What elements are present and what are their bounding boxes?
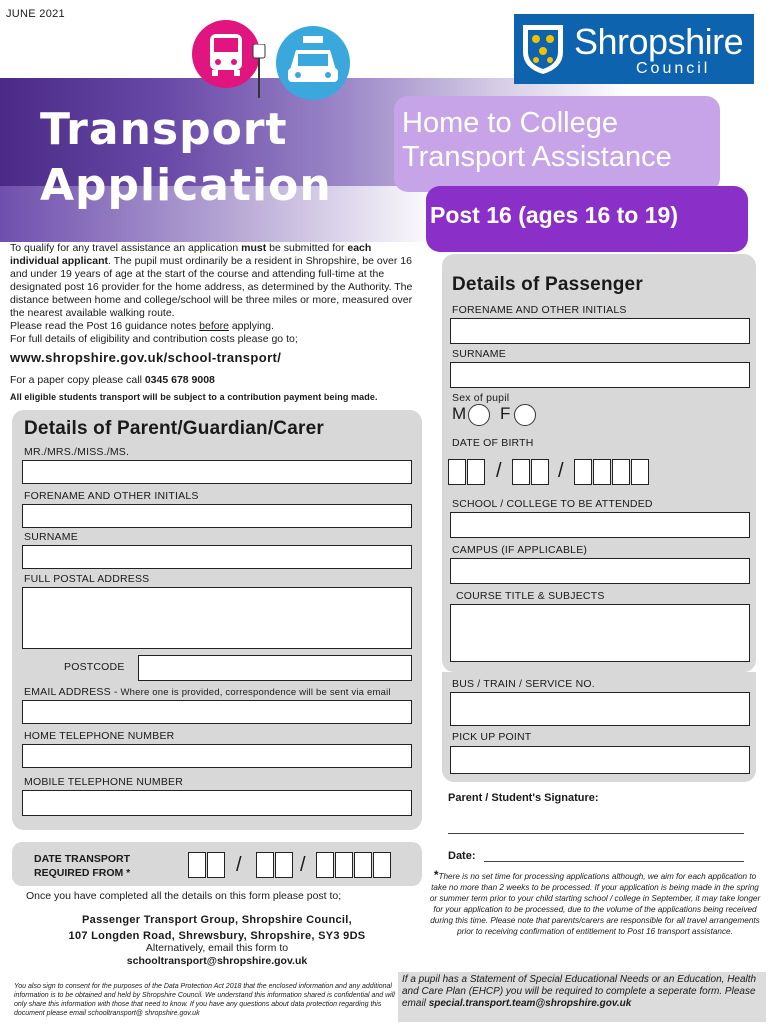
parent-surname-label: SURNAME	[24, 531, 78, 543]
passenger-surname-field[interactable]	[450, 362, 750, 388]
home-telephone-field[interactable]	[22, 744, 412, 768]
parent-surname-field[interactable]	[22, 545, 412, 569]
council-crest-icon	[520, 22, 566, 76]
pickup-label: PICK UP POINT	[452, 731, 532, 743]
parent-title-label: MR./MRS./MISS./MS.	[24, 446, 130, 458]
course-field[interactable]	[450, 604, 750, 662]
bus-service-field[interactable]	[450, 692, 750, 726]
address-label: FULL POSTAL ADDRESS	[24, 573, 150, 585]
processing-note: *There is no set time for processing applications although, we aim for each application to take no more than 2 weeks to be processed. If your application is being made in the spring or summer term prior to your child starting school / college in September, it may take longer for your application to be processed, due to the volume of the applications being received during this time. Please note that parents/carers are responsible for all travel arrangements prior to receiving confirmation of entitlement to Post 16 transport assistance.	[429, 868, 761, 936]
passenger-surname-label: SURNAME	[452, 348, 506, 360]
intro-text: To qualify for any travel assistance an application must be submitted for each individual applicant. The pupil must ordinarily be a resident in Shropshire, be over 16 and under 19 years of age at the start of the course and attending full-time at the designated post 16 provider for the home address, as determined by the Authority. The distance between home and college/school will be three miles or more, measured over the nearest available walking route. Please read the Post 16 guidance notes before applying. For full details of eligibility and contribution costs please go to;	[10, 242, 413, 345]
contribution-notice: All eligible students transport will be subject to a contribution payment being made.	[10, 392, 378, 402]
passenger-forename-label: FORENAME AND OTHER INITIALS	[452, 304, 627, 316]
email-label: EMAIL ADDRESS - Where one is provided, correspondence will be sent via email	[24, 686, 391, 698]
passenger-forename-field[interactable]	[450, 318, 750, 344]
address-field[interactable]	[22, 587, 412, 649]
campus-field[interactable]	[450, 558, 750, 584]
signature-date-label: Date:	[448, 850, 476, 862]
required-year-digit-3[interactable]	[354, 852, 372, 878]
required-day-digit-1[interactable]	[188, 852, 206, 878]
subtitle-box	[394, 96, 720, 192]
date-separator: /	[236, 854, 242, 876]
logo-subtext: Council	[636, 60, 711, 77]
male-radio[interactable]	[468, 404, 490, 426]
course-label: COURSE TITLE & SUBJECTS	[456, 590, 605, 602]
sex-label: Sex of pupil	[452, 392, 510, 404]
sen-notice: If a pupil has a Statement of Special Educational Needs or an Education, Health and Care Plan (EHCP) you will be required to complete a seperate form. Please email special.transport.team@shropshire.gov.uk	[398, 972, 766, 1022]
alt-email-link[interactable]: schooltransport@shropshire.gov.uk	[126, 955, 308, 967]
subtitle-line1: Home to College	[402, 107, 618, 139]
postcode-field[interactable]	[138, 655, 412, 681]
dob-year-digit-3[interactable]	[612, 459, 630, 485]
data-protection-consent: You also sign to consent for the purposes of the Data Protection Act 2018 that the enclosed information and any additional information is to be obtained and held by Shropshire Council. We understand this information shared is confidential and will only share this information with those that need to know. If you have any questions about data protection regarding this document please email schooltransport@ shropshire.gov.uk	[14, 983, 395, 1017]
parent-title-field[interactable]	[22, 460, 412, 484]
required-month-digit-1[interactable]	[256, 852, 274, 878]
required-year-digit-1[interactable]	[316, 852, 334, 878]
date-separator: /	[496, 460, 502, 482]
home-telephone-label: HOME TELEPHONE NUMBER	[24, 730, 175, 742]
required-day-digit-2[interactable]	[207, 852, 225, 878]
male-label: M	[452, 404, 467, 423]
school-field[interactable]	[450, 512, 750, 538]
post-instruction: Once you have completed all the details on this form please post to;	[26, 890, 342, 902]
female-label: F	[500, 404, 511, 423]
school-label: SCHOOL / COLLEGE TO BE ATTENDED	[452, 498, 653, 510]
bus-icon	[192, 20, 260, 88]
dob-month-digit-2[interactable]	[531, 459, 549, 485]
dob-year-digit-4[interactable]	[631, 459, 649, 485]
logo-text: Shropshire	[574, 21, 744, 62]
dob-day-digit-2[interactable]	[467, 459, 485, 485]
signature-label: Parent / Student's Signature:	[448, 792, 599, 804]
page-title: Transport Application	[40, 104, 332, 211]
taxi-icon	[276, 26, 350, 100]
parent-heading: Details of Parent/Guardian/Carer	[24, 418, 324, 439]
signature-date-line[interactable]	[484, 850, 744, 862]
required-month-digit-2[interactable]	[275, 852, 293, 878]
passenger-heading: Details of Passenger	[452, 274, 643, 295]
age-band-box	[426, 186, 748, 252]
mobile-label: MOBILE TELEPHONE NUMBER	[24, 776, 184, 788]
alternative-email: Alternatively, email this form to schooltransport@shropshire.gov.uk	[126, 942, 308, 967]
email-field[interactable]	[22, 700, 412, 724]
postcode-label: POSTCODE	[64, 661, 125, 673]
dob-label: DATE OF BIRTH	[452, 437, 534, 449]
postal-address: Passenger Transport Group, Shropshire Council, 107 Longden Road, Shrewsbury, Shropshire, SY3 9DS	[68, 914, 366, 942]
bus-service-label: BUS / TRAIN / SERVICE NO.	[452, 678, 595, 690]
dob-year-digit-1[interactable]	[574, 459, 592, 485]
date-separator: /	[558, 460, 564, 482]
paper-copy-text: For a paper copy please call 0345 678 9008	[10, 374, 215, 386]
dob-day-digit-1[interactable]	[448, 459, 466, 485]
dob-year-digit-2[interactable]	[593, 459, 611, 485]
female-radio[interactable]	[514, 404, 536, 426]
campus-label: CAMPUS (IF APPLICABLE)	[452, 544, 588, 556]
required-year-digit-2[interactable]	[335, 852, 353, 878]
mobile-field[interactable]	[22, 790, 412, 816]
sen-email-link[interactable]: special.transport.team@shropshire.gov.uk	[428, 998, 632, 1009]
required-year-digit-4[interactable]	[373, 852, 391, 878]
shropshire-council-logo	[514, 14, 754, 84]
dob-month-digit-1[interactable]	[512, 459, 530, 485]
date-separator: /	[300, 854, 306, 876]
age-band: Post 16 (ages 16 to 19)	[430, 202, 678, 228]
school-transport-link[interactable]: www.shropshire.gov.uk/school-transport/	[10, 350, 282, 365]
pickup-field[interactable]	[450, 746, 750, 774]
document-date: JUNE 2021	[6, 8, 65, 20]
signature-line[interactable]	[448, 822, 744, 834]
parent-forename-field[interactable]	[22, 504, 412, 528]
subtitle-line2: Transport Assistance	[402, 141, 672, 173]
date-required-label: DATE TRANSPORT REQUIRED FROM *	[34, 853, 131, 879]
bus-stop-icon	[252, 44, 266, 100]
parent-forename-label: FORENAME AND OTHER INITIALS	[24, 490, 199, 502]
